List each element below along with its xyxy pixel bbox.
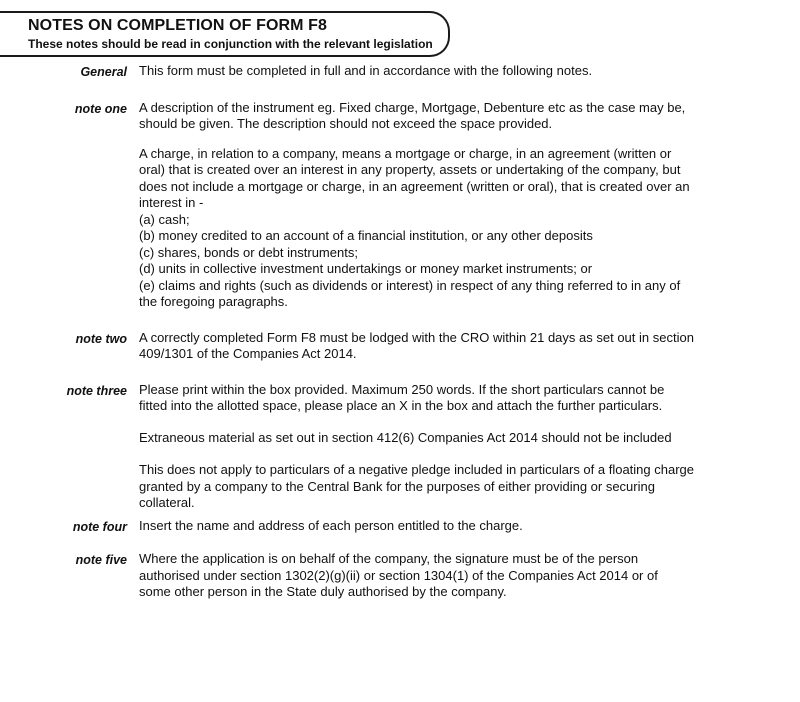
list-item: (c) shares, bonds or debt instruments;: [139, 244, 358, 260]
note-body: [139, 382, 739, 512]
note-label: note one: [74, 101, 127, 116]
note-label: note four: [72, 519, 127, 534]
text-line: authorised under section 1302(2)(g)(ii) or section 1304(1) of the Companies Act 2014 or of: [139, 567, 658, 583]
text-line: does not include a mortgage or charge, in an agreement (written or oral), that is created over an: [139, 178, 690, 194]
note-general: [0, 63, 800, 81]
list-item: the foregoing paragraphs.: [139, 294, 288, 309]
note-four: [0, 518, 800, 536]
note-text: [139, 330, 739, 363]
list-item: (d) units in collective investment undertakings or money market instruments; or: [139, 261, 593, 276]
text-line: collateral.: [139, 495, 195, 510]
note-text: [139, 551, 739, 601]
text-line: A description of the instrument eg. Fixed charge, Mortgage, Debenture etc as the case may be,: [139, 99, 686, 115]
note-body: [139, 518, 739, 535]
text-line: granted by a company to the Central Bank for the purposes of either providing or securing: [139, 478, 655, 494]
list-item: (b) money credited to an account of a financial institution, or any other deposits: [139, 228, 593, 243]
note-label: General: [80, 65, 127, 79]
note-text: This form must be completed in full and in accordance with the following notes.: [139, 63, 593, 78]
text-line: Please print within the box provided. Maximum 250 words. If the short particulars cannot be: [139, 381, 665, 397]
page-title: NOTES ON COMPLETION OF FORM F8: [28, 17, 327, 34]
list-item: (a) cash;: [139, 211, 190, 227]
note-text: Extraneous material as set out in section 412(6) Companies Act 2014 should not be included: [139, 429, 672, 445]
text-line: should be given. The description should not exceed the space provided.: [139, 116, 553, 131]
text-line: some other person in the State duly authorised by the company.: [139, 584, 507, 599]
note-text: [139, 146, 739, 311]
note-one: [0, 100, 800, 311]
text-line: A charge, in relation to a company, means a mortgage or charge, in an agreement (written or: [139, 145, 672, 161]
text-line: Where the application is on behalf of the company, the signature must be of the person: [139, 551, 639, 566]
note-label: note three: [66, 383, 127, 398]
note-text: [139, 100, 739, 133]
text-line: oral) that is created over an interest in any property, assets or undertaking of the company, but: [139, 162, 681, 177]
text-line: This does not apply to particulars of a negative pledge included in particulars of a floating charge: [139, 462, 695, 477]
note-body: [139, 100, 739, 311]
note-three: [0, 382, 800, 512]
note-label: note two: [75, 331, 127, 346]
note-label: note five: [75, 553, 127, 567]
note-body: [139, 551, 739, 601]
text-line: interest in -: [139, 195, 204, 210]
text-line: A correctly completed Form F8 must be lodged with the CRO within 21 days as set out in section: [139, 329, 694, 345]
note-text: Insert the name and address of each person entitled to the charge.: [139, 517, 523, 533]
note-body: [139, 330, 739, 363]
note-body: [139, 63, 739, 80]
text-line: 409/1301 of the Companies Act 2014.: [139, 346, 357, 361]
list-item: (e) claims and rights (such as dividends or interest) in respect of any thing referred to in any of: [139, 277, 681, 293]
note-text: [139, 382, 739, 415]
text-line: fitted into the allotted space, please place an X in the box and attach the further particulars.: [139, 398, 663, 413]
note-two: [0, 330, 800, 363]
page-subtitle: These notes should be read in conjunction with the relevant legislation: [28, 37, 433, 51]
note-five: [0, 551, 800, 601]
notes-list: [0, 63, 800, 601]
note-text: [139, 462, 739, 512]
